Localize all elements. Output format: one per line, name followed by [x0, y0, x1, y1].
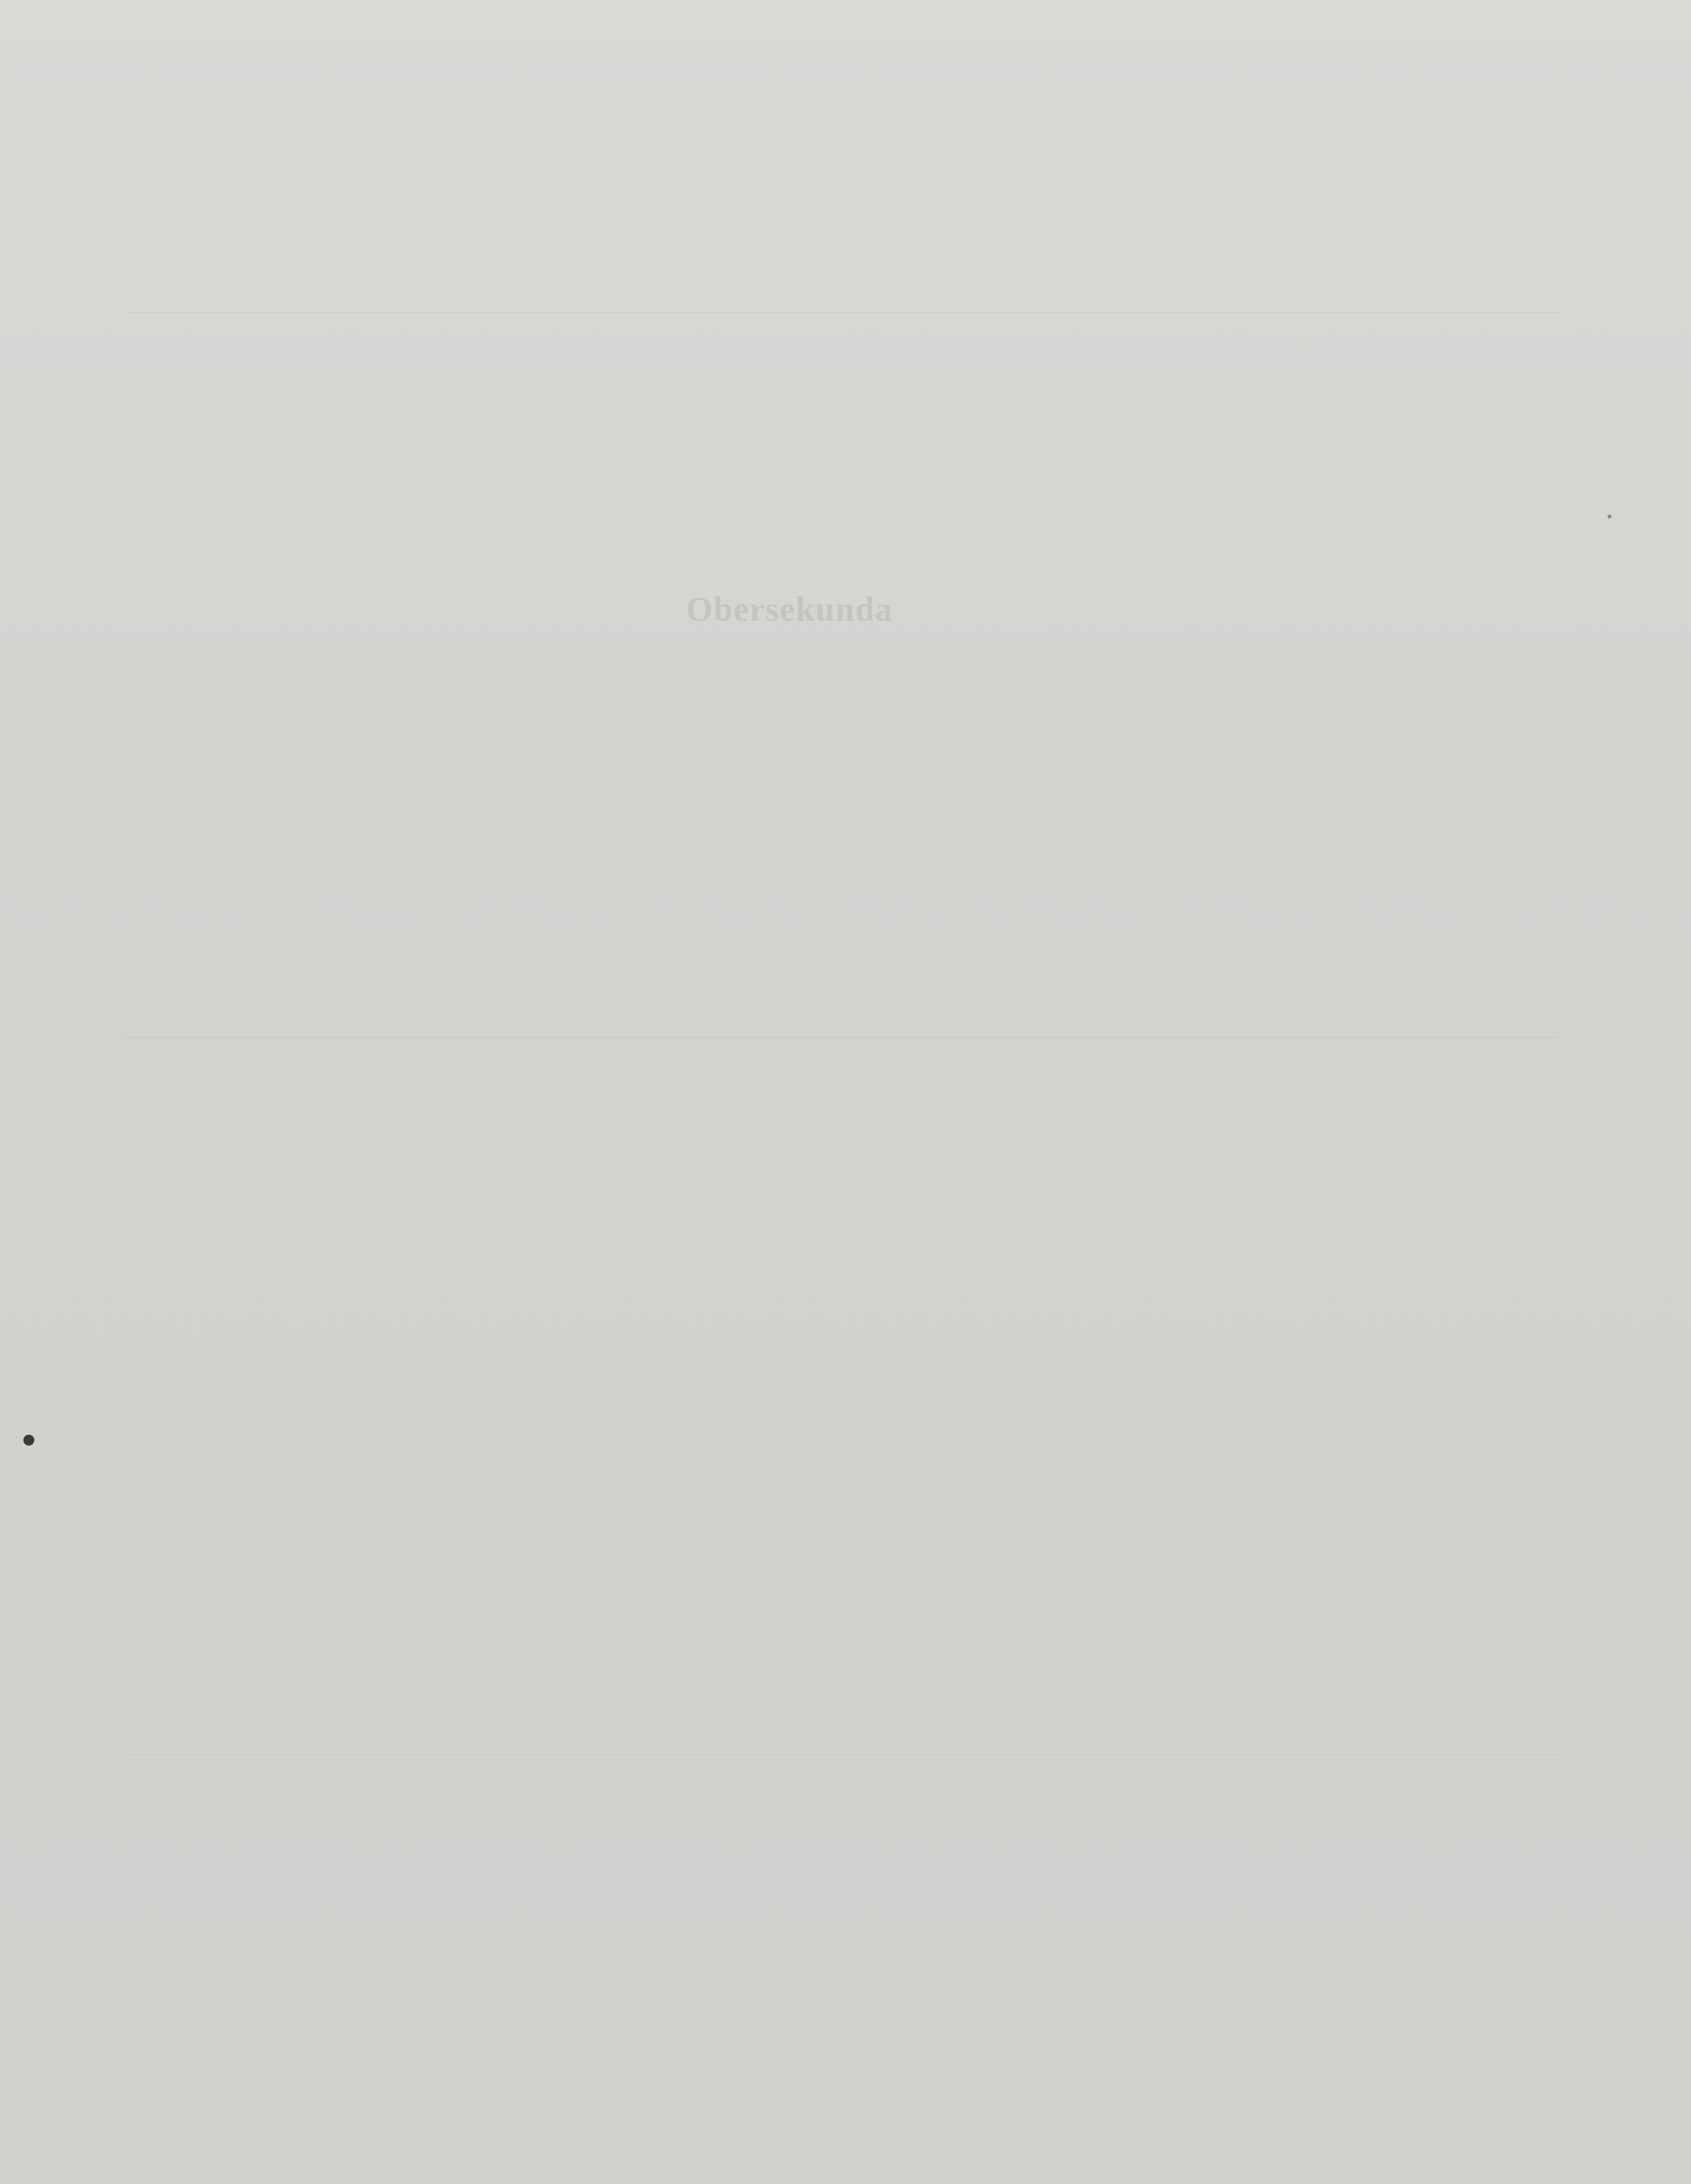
bleed-through-line [125, 1754, 1559, 1755]
bleed-through-text: Obersekunda [686, 590, 893, 628]
scan-speck [23, 1435, 34, 1446]
page-body [117, 167, 1540, 234]
bleed-through-line [125, 1037, 1559, 1038]
scan-speck [1608, 515, 1611, 519]
bleed-through-line [125, 312, 1559, 313]
